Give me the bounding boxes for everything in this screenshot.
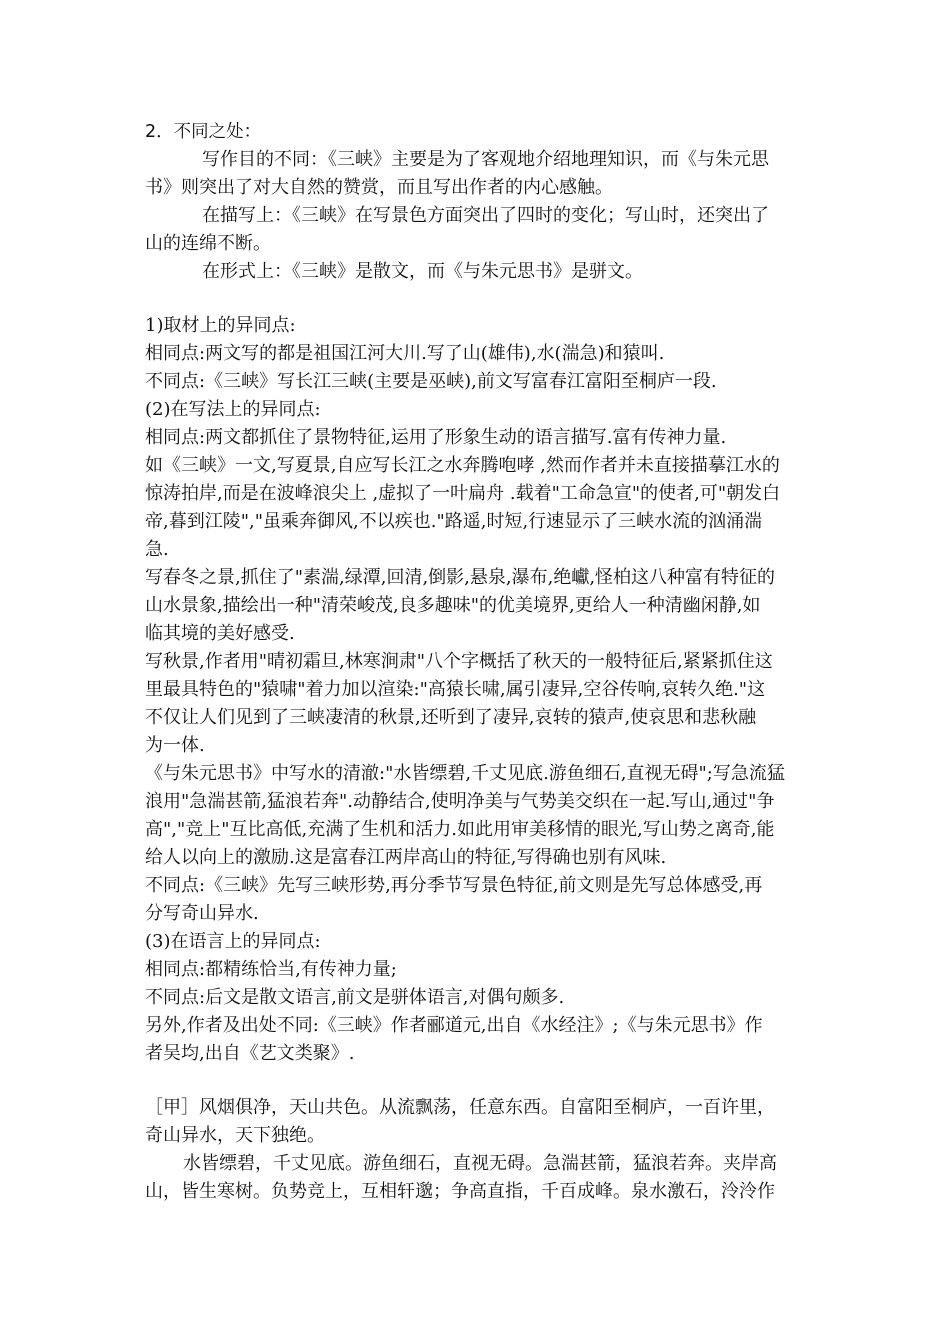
text-line: 相同点:两文写的都是祖国江河大川.写了山(雄伟),水(湍急)和猿叫. <box>145 343 665 364</box>
text-line: 急. <box>145 539 169 560</box>
section-heading: 2．不同之处： <box>145 122 262 142</box>
text-line: 山水景象,描绘出一种"清荣峻茂,良多趣味"的优美境界,更给人一种清幽闲静,如 <box>145 595 761 616</box>
text-line: 不仅让人们见到了三峡凄清的秋景,还听到了凄异,哀转的猿声,使哀思和悲秋融 <box>145 707 757 728</box>
text-line: 《与朱元思书》中写水的清澈:"水皆缥碧,千丈见底.游鱼细石,直视无碍";写急流猛 <box>145 763 785 784</box>
paragraph-line: 写作目的不同：《三峡》主要是为了客观地介绍地理知识，而《与朱元思 <box>202 149 769 170</box>
spacer <box>145 286 807 312</box>
text-line: 相同点:两文都抓住了景物特征,运用了形象生动的语言描写.富有传神力量. <box>145 427 727 448</box>
document-page <box>145 118 807 1206</box>
text-line: 给人以向上的激励.这是富春江两岸高山的特征,写得确也别有风味. <box>145 847 667 868</box>
paragraph-line: 在描写上：《三峡》在写景色方面突出了四时的变化；写山时，还突出了 <box>202 205 769 226</box>
differences-section <box>145 118 807 286</box>
text-line: 不同点:《三峡》写长江三峡(主要是巫峡),前文写富春江富阳至桐庐一段. <box>145 371 717 392</box>
text-line: 为一体. <box>145 735 205 756</box>
text-line: (2)在写法上的异同点: <box>145 399 321 420</box>
paragraph-line: ［甲］风烟俱净，天山共色。从流飘荡，任意东西。自富阳至桐庐，一百许里， <box>145 1097 775 1118</box>
comparison-section <box>145 312 807 1068</box>
text-line: 1)取材上的异同点: <box>145 315 296 336</box>
text-line: 临其境的美好感受. <box>145 623 295 644</box>
original-text-section <box>145 1094 807 1206</box>
text-line: 里最具特色的"猿啸"着力加以渲染:"高猿长啸,属引凄异,空谷传响,哀转久绝."这 <box>145 679 766 700</box>
paragraph-line: 山，皆生寒树。负势竞上，互相轩邈；争高直指，千百成峰。泉水激石，泠泠作 <box>145 1181 775 1202</box>
paragraph-line: 在形式上：《三峡》是散文，而《与朱元思书》是骈文。 <box>202 261 643 282</box>
text-line: 帝,暮到江陵","虽乘奔御风,不以疾也."路遥,时短,行速显示了三峡水流的汹涌湍 <box>145 511 763 532</box>
spacer <box>145 1068 807 1094</box>
text-line: 不同点:《三峡》先写三峡形势,再分季节写景色特征,前文则是先写总体感受,再 <box>145 875 763 896</box>
paragraph-line: 山的连绵不断。 <box>145 233 271 254</box>
paragraph-line: 奇山异水，天下独绝。 <box>145 1125 325 1146</box>
text-line: 高","竞上"互比高低,充满了生机和活力.如此用审美移情的眼光,写山势之离奇,能 <box>145 819 775 840</box>
text-line: 分写奇山异水. <box>145 903 259 924</box>
text-line: 惊涛拍岸,而是在波峰浪尖上 ,虚拟了一叶扁舟 .载着"工命急宣"的使者,可"朝发白 <box>145 483 781 504</box>
text-line: 相同点:都精练恰当,有传神力量; <box>145 959 397 980</box>
paragraph-line: 水皆缥碧，千丈见底。游鱼细石，直视无碍。急湍甚箭，猛浪若奔。夹岸高 <box>183 1153 777 1174</box>
text-line: 浪用"急湍甚箭,猛浪若奔".动静结合,使明净美与气势美交织在一起.写山,通过"争 <box>145 791 775 812</box>
text-line: 写春冬之景,抓住了"素湍,绿潭,回清,倒影,悬泉,瀑布,绝巘,怪柏这八种富有特征的 <box>145 567 776 588</box>
text-line: 者吴均,出自《艺文类聚》. <box>145 1043 355 1064</box>
text-line: 不同点:后文是散文语言,前文是骈体语言,对偶句颇多. <box>145 987 565 1008</box>
text-line: (3)在语言上的异同点: <box>145 931 321 952</box>
text-line: 如《三峡》一文,写夏景,自应写长江之水奔腾咆哮 ,然而作者并未直接描摹江水的 <box>145 455 780 476</box>
paragraph-line: 书》则突出了对大自然的赞赏，而且写出作者的内心感触。 <box>145 177 613 198</box>
text-line: 写秋景,作者用"晴初霜旦,林寒涧肃"八个字概括了秋天的一般特征后,紧紧抓住这 <box>145 651 773 672</box>
text-line: 另外,作者及出处不同:《三峡》作者郦道元,出自《水经注》;《与朱元思书》作 <box>145 1015 763 1036</box>
